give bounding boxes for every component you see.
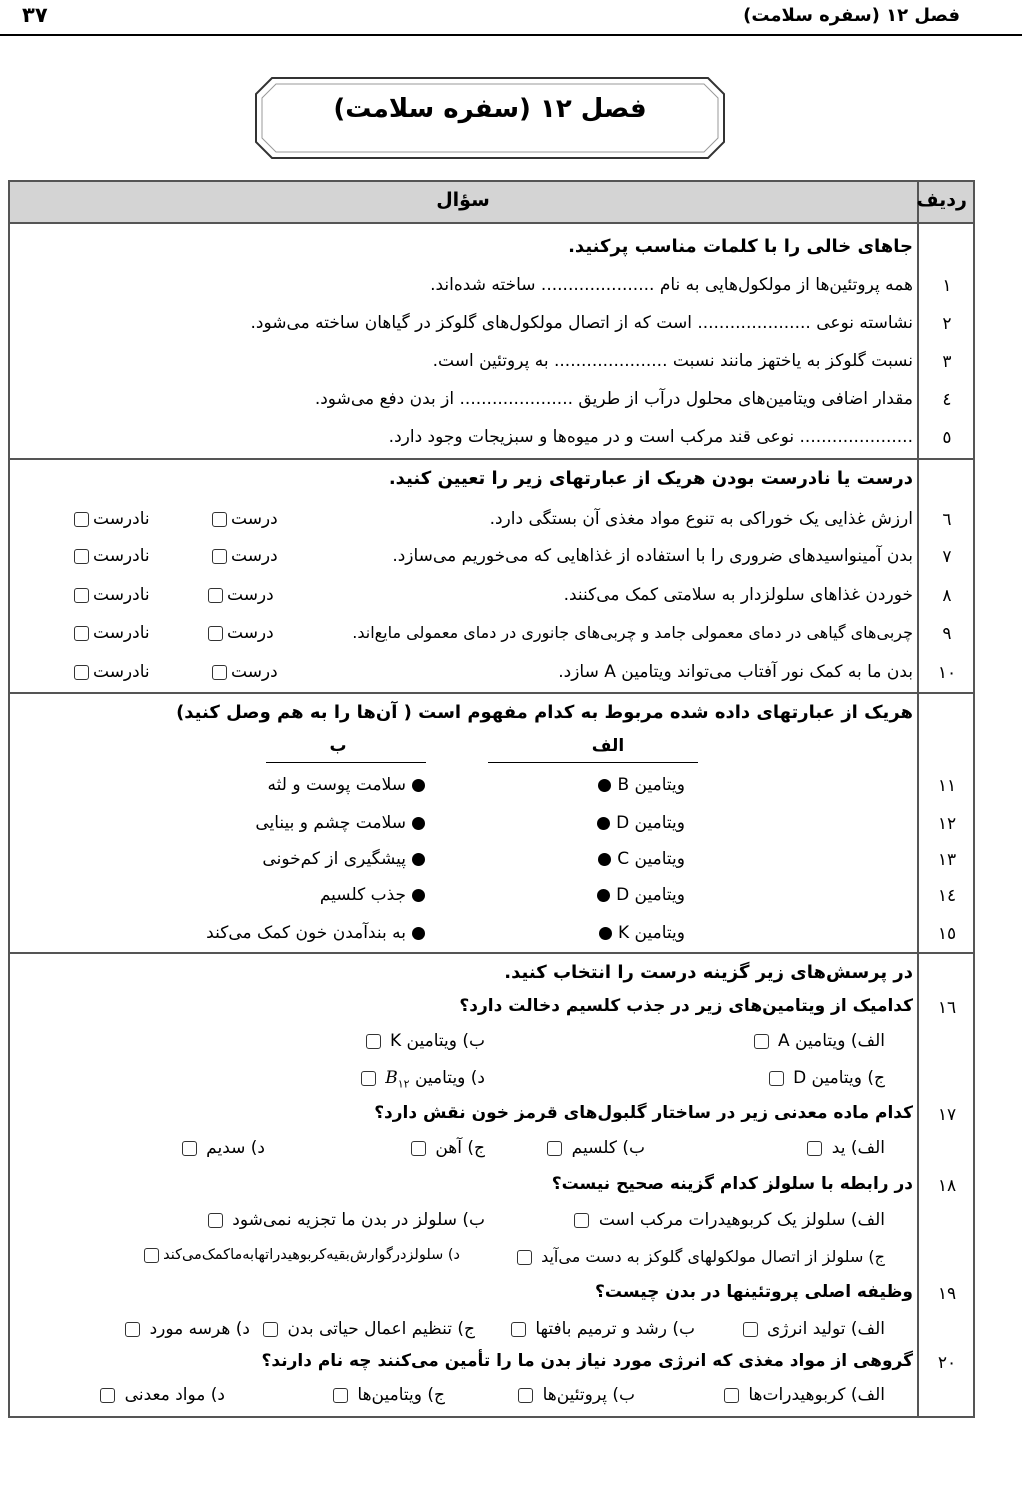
row-number: ۳	[942, 352, 952, 372]
vitamin-label: ویتامین D	[616, 885, 685, 905]
column-b-label: ب	[329, 736, 347, 756]
true-option[interactable]	[204, 585, 274, 605]
true-false-statement: بدن ما به کمک نور آفتاب می‌تواند ویتامین A سازد.	[558, 662, 913, 682]
checkbox[interactable]	[100, 1388, 115, 1403]
section-divider-1	[8, 458, 975, 460]
row-number: ۲۰	[937, 1353, 957, 1373]
section-heading-fill-blanks: جاهای خالی را با کلمات مناسب پرکنید.	[568, 236, 913, 257]
false-label: نادرست	[93, 623, 150, 643]
checkbox[interactable]	[212, 512, 227, 527]
option-label: ب) رشد و ترمیم بافتها	[535, 1319, 695, 1339]
option-label: ب) پروتئین‌ها	[542, 1385, 635, 1405]
row-number: ۱۷	[937, 1105, 957, 1125]
vitamin-label: ویتامین B	[617, 775, 685, 795]
q17-option-a[interactable]	[803, 1138, 885, 1158]
checkbox[interactable]	[182, 1141, 197, 1156]
function-label: به بندآمدن خون کمک می‌کند	[206, 923, 406, 943]
chapter-title-box	[250, 72, 730, 164]
option-label: ب) سلولز در بدن ما تجزیه نمی‌شود	[232, 1210, 485, 1230]
option-label: الف) سلولز یک کربوهیدرات مرکب است	[598, 1210, 885, 1230]
option-label: الف) ویتامین A	[777, 1031, 885, 1051]
true-label: درست	[231, 509, 278, 529]
function-label: پیشگیری از کم‌خونی	[262, 849, 406, 869]
mc-question-16: کدامیک از ویتامین‌های زیر در جذب کلسیم دخالت دارد؟	[459, 996, 913, 1016]
q19-option-d[interactable]	[121, 1319, 250, 1339]
fill-blank-question: نشاسته نوعی ..................... است که از اتصال مولکول‌های گلوکز در گیاهان ساخته می‌شود.	[250, 313, 913, 333]
function-label: جذب کلسیم	[319, 885, 406, 905]
option-label: ب) کلسیم	[571, 1138, 645, 1158]
option-label: د) ویتامین	[414, 1068, 485, 1088]
connector-dot[interactable]	[597, 817, 610, 830]
column-a-underline	[488, 762, 698, 763]
function-label: سلامت چشم و بینایی	[255, 813, 406, 833]
checkbox[interactable]	[212, 549, 227, 564]
connector-dot[interactable]	[598, 853, 611, 866]
mc-question-20: گروهی از مواد مغذی که انرژی مورد نیاز بدن ما را تأمین می‌کنند چه نام دارند؟	[261, 1351, 913, 1371]
false-label: نادرست	[93, 546, 150, 566]
checkbox[interactable]	[517, 1250, 532, 1265]
checkbox[interactable]	[74, 549, 89, 564]
match-left-item	[591, 885, 685, 905]
section-heading-matching: هریک از عبارتهای داده شده مربوط به کدام مفهوم است ( آن‌ها را به هم وصل کنید)	[176, 702, 913, 723]
true-label: درست	[231, 662, 278, 682]
function-label: سلامت پوست و لثه	[267, 775, 406, 795]
false-label: نادرست	[93, 662, 150, 682]
column-b-underline	[266, 762, 426, 763]
true-false-statement: بدن آمینواسیدهای ضروری را با استفاده از غذاهایی که می‌خوریم می‌سازد.	[392, 546, 913, 566]
q16-option-d[interactable]	[357, 1068, 485, 1090]
checkbox[interactable]	[212, 665, 227, 680]
vitamin-label: ویتامین C	[617, 849, 685, 869]
match-right-item	[262, 849, 431, 869]
chapter-title: فصل ۱۲ (سفره سلامت)	[333, 94, 647, 124]
vitamin-label: ویتامین K	[618, 923, 685, 943]
checkbox[interactable]	[263, 1322, 278, 1337]
false-label: نادرست	[93, 509, 150, 529]
false-option[interactable]	[70, 585, 150, 605]
q18-option-d[interactable]	[140, 1247, 460, 1263]
column-divider	[917, 180, 919, 1418]
section-heading-true-false: درست یا نادرست بودن هریک از عبارتهای زیر را تعیین کنید.	[388, 468, 913, 489]
checkbox[interactable]	[518, 1388, 533, 1403]
checkbox[interactable]	[144, 1248, 159, 1263]
match-right-item	[206, 923, 431, 943]
option-label: ج) سلولز از اتصال مولکولهای گلوکز به دست می‌آید	[541, 1247, 885, 1266]
match-right-item	[268, 775, 431, 795]
row-number: ٦	[942, 510, 952, 530]
option-label: الف) کربوهیدرات‌ها	[748, 1385, 885, 1405]
true-option[interactable]	[208, 662, 278, 682]
vitamin-subscript: ۱۲	[397, 1077, 410, 1091]
q19-option-c[interactable]	[259, 1319, 475, 1339]
connector-dot[interactable]	[599, 927, 612, 940]
question-table	[8, 180, 975, 1418]
row-number: ۸	[942, 586, 952, 606]
option-label: د) سدیم	[206, 1138, 265, 1158]
match-right-item	[320, 885, 431, 905]
connector-dot[interactable]	[412, 927, 425, 940]
checkbox[interactable]	[74, 512, 89, 527]
column-header-row-number: ردیف	[916, 189, 967, 211]
row-number: ۱۲	[937, 814, 957, 834]
mc-question-18: در رابطه با سلولز کدام گزینه صحیح نیست؟	[551, 1174, 913, 1194]
true-false-statement: خوردن غذاهای سلولزدار به سلامتی کمک می‌کنند.	[563, 585, 913, 605]
q17-option-b[interactable]	[543, 1138, 645, 1158]
checkbox[interactable]	[743, 1322, 758, 1337]
match-right-item	[255, 813, 431, 833]
option-label: ج) آهن	[435, 1138, 485, 1158]
true-label: درست	[227, 585, 274, 605]
row-number: ۱۰	[937, 663, 957, 683]
match-left-item	[592, 849, 685, 869]
q18-option-a[interactable]	[570, 1210, 885, 1230]
checkbox[interactable]	[208, 1213, 223, 1228]
checkbox[interactable]	[574, 1213, 589, 1228]
q16-option-a[interactable]	[750, 1031, 885, 1051]
q20-option-b[interactable]	[514, 1385, 635, 1405]
mc-question-19: وظیفه اصلی پروتئینها در بدن چیست؟	[595, 1282, 913, 1302]
fill-blank-question: نسبت گلوکز به یاختهز مانند نسبت ..................... به پروتئین است.	[432, 351, 913, 371]
page-number: ۳۷	[22, 3, 48, 27]
checkbox[interactable]	[754, 1034, 769, 1049]
row-number: ۱٥	[937, 924, 957, 944]
fill-blank-question: مقدار اضافی ویتامین‌های محلول درآب از طریق ..................... از بدن دفع می‌شود.	[314, 389, 913, 409]
row-number: ۲	[942, 314, 952, 334]
q18-option-b[interactable]	[204, 1210, 485, 1230]
row-number: ۱۹	[937, 1284, 957, 1304]
mc-question-17: کدام ماده معدنی زیر در ساختار گلبول‌های قرمز خون نقش دارد؟	[374, 1103, 913, 1123]
checkbox[interactable]	[333, 1388, 348, 1403]
row-number: ۱	[942, 276, 952, 296]
true-option[interactable]	[208, 546, 278, 566]
false-label: نادرست	[93, 585, 150, 605]
connector-dot[interactable]	[412, 817, 425, 830]
option-label: ج) ویتامین‌ها	[357, 1385, 445, 1405]
q19-option-b[interactable]	[507, 1319, 695, 1339]
true-false-statement: ارزش غذایی یک خوراکی به تنوع مواد مغذی آن بستگی دارد.	[489, 509, 913, 529]
row-number: ۱۸	[937, 1176, 957, 1196]
row-number: ۹	[942, 624, 952, 644]
true-label: درست	[227, 623, 274, 643]
false-option[interactable]	[70, 662, 150, 682]
true-label: درست	[231, 546, 278, 566]
false-option[interactable]	[70, 623, 150, 643]
header-divider	[8, 222, 975, 224]
vitamin-label: ویتامین D	[616, 813, 685, 833]
section-divider-3	[8, 952, 975, 954]
connector-dot[interactable]	[597, 889, 610, 902]
checkbox[interactable]	[724, 1388, 739, 1403]
match-left-item	[591, 813, 685, 833]
true-option[interactable]	[204, 623, 274, 643]
row-number: ١٤	[937, 886, 957, 906]
checkbox[interactable]	[208, 588, 223, 603]
row-number: ۱۱	[937, 776, 957, 796]
checkbox[interactable]	[208, 626, 223, 641]
checkbox[interactable]	[366, 1034, 381, 1049]
true-false-statement: چربی‌های گیاهی در دمای معمولی جامد و چربی‌های جانوری در دمای معمولی مایع‌اند.	[352, 623, 913, 642]
option-label: الف) تولید انرژی	[766, 1319, 885, 1339]
section-divider-2	[8, 692, 975, 694]
column-header-question: سؤال	[436, 189, 490, 211]
connector-dot[interactable]	[412, 853, 425, 866]
option-label: د) سلولزدرگوارش‌بقیه‌کربوهیدراتهابه‌ماکمک‌می‌کند	[163, 1247, 460, 1263]
match-left-item	[593, 923, 685, 943]
row-number: ١٦	[937, 998, 957, 1018]
checkbox[interactable]	[361, 1071, 376, 1086]
checkbox[interactable]	[807, 1141, 822, 1156]
checkbox[interactable]	[74, 588, 89, 603]
header-rule	[0, 34, 1022, 36]
vitamin-symbol: B	[385, 1068, 398, 1088]
row-number: ٥	[942, 428, 952, 448]
true-option[interactable]	[208, 509, 278, 529]
checkbox[interactable]	[769, 1071, 784, 1086]
running-header-title: فصل ۱۲ (سفره سلامت)	[743, 5, 960, 26]
checkbox[interactable]	[74, 665, 89, 680]
q19-option-a[interactable]	[739, 1319, 885, 1339]
connector-dot[interactable]	[598, 779, 611, 792]
q16-option-c[interactable]	[765, 1068, 885, 1088]
checkbox[interactable]	[74, 626, 89, 641]
option-label: د) هرسه مورد	[149, 1319, 250, 1339]
column-a-label: الف	[591, 736, 625, 756]
option-label: د) مواد معدنی	[124, 1385, 225, 1405]
q16-option-b[interactable]	[362, 1031, 485, 1051]
row-number: ٤	[942, 390, 952, 410]
row-number: ۱۳	[937, 850, 957, 870]
q17-option-c[interactable]	[407, 1138, 485, 1158]
match-left-item	[592, 775, 685, 795]
connector-dot[interactable]	[412, 889, 425, 902]
false-option[interactable]	[70, 546, 150, 566]
checkbox[interactable]	[547, 1141, 562, 1156]
q18-option-c[interactable]	[513, 1247, 885, 1266]
q20-option-d[interactable]	[96, 1385, 225, 1405]
fill-blank-question: همه پروتئین‌ها از مولکول‌هایی به نام ..................... ساخته شده‌اند.	[430, 275, 913, 295]
false-option[interactable]	[70, 509, 150, 529]
option-label: ب) ویتامین K	[389, 1031, 485, 1051]
q17-option-d[interactable]	[178, 1138, 265, 1158]
option-label: ج) تنظیم اعمال حیاتی بدن	[287, 1319, 475, 1339]
option-label: الف) ید	[831, 1138, 885, 1158]
checkbox[interactable]	[411, 1141, 426, 1156]
q20-option-c[interactable]	[329, 1385, 445, 1405]
checkbox[interactable]	[511, 1322, 526, 1337]
row-number: ۷	[942, 547, 952, 567]
section-heading-multiple-choice: در پرسش‌های زیر گزینه درست را انتخاب کنید.	[504, 962, 913, 983]
option-label: ج) ویتامین D	[793, 1068, 885, 1088]
q20-option-a[interactable]	[720, 1385, 885, 1405]
checkbox[interactable]	[125, 1322, 140, 1337]
connector-dot[interactable]	[412, 779, 425, 792]
fill-blank-question: ..................... نوعی قند مرکب است و در میوه‌ها و سبزیجات وجود دارد.	[388, 427, 913, 447]
